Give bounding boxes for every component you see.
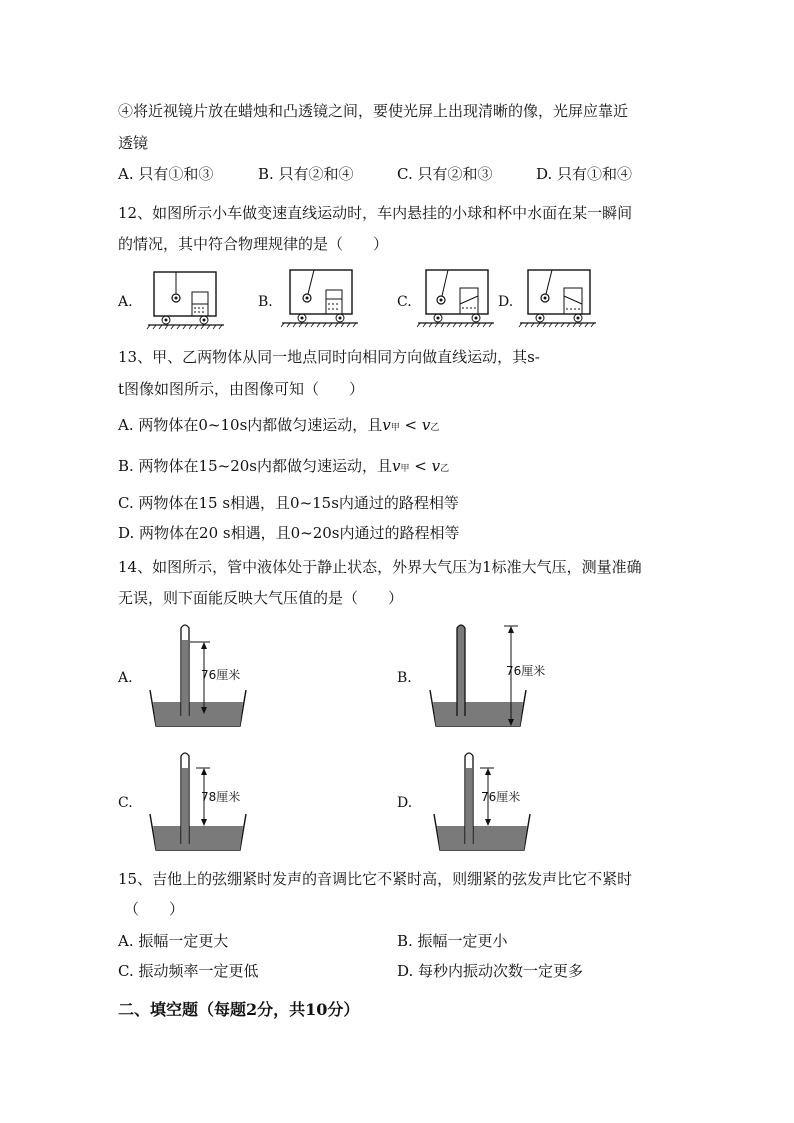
section-2-title: 二、填空题（每题2分，共10分） — [118, 1000, 360, 1019]
q13-v-jia-b: v — [392, 457, 401, 475]
q13-line2: t图像如图所示，由图像可知（ ） — [118, 380, 365, 398]
q13-option-b — [118, 459, 449, 474]
q13-v-jia-a: v — [382, 416, 391, 434]
q11-option-b: B. 只有②和④ — [258, 165, 354, 183]
q13-line1: 13、甲、乙两物体从同一地点同时向相同方向做直线运动，其s- — [118, 348, 540, 366]
q13-option-b-text: B. 两物体在15~20s内都做匀速运动，且 — [118, 457, 393, 475]
q12-label-d: D. — [498, 294, 514, 310]
q11-line2: 透镜 — [118, 134, 149, 152]
q15-option-c: C. 振动频率一定更低 — [118, 962, 259, 980]
q13-option-a-text: A. 两物体在0~10s内都做匀速运动，且 — [118, 416, 383, 434]
q12-label-c: C. — [397, 294, 412, 310]
q12-line1: 12、如图所示小车做变速直线运动时，车内悬挂的小球和杯中水面在某一瞬间 — [118, 204, 633, 222]
q13-v-yi-b: v — [431, 457, 441, 475]
q13-option-d: D. 两物体在20 s相遇，且0~20s内通过的路程相等 — [118, 524, 460, 542]
q14-label-d: D. — [397, 795, 413, 811]
q14-height-c: 78厘米 — [201, 790, 241, 804]
q13-sub-yi-a: 乙 — [430, 423, 440, 433]
q13-sub-yi-b: 乙 — [440, 464, 450, 474]
q15-line2: （ ） — [124, 900, 185, 918]
q12-line2: 的情况，其中符合物理规律的是（ ） — [118, 235, 389, 253]
q12-figure-c — [416, 268, 496, 330]
q14-label-c: C. — [118, 795, 133, 811]
q13-option-c: C. 两物体在15 s相遇，且0~15s内通过的路程相等 — [118, 494, 459, 512]
q14-height-d: 76厘米 — [481, 790, 521, 804]
q14-height-b: 76厘米 — [506, 664, 546, 678]
q13-option-a — [118, 418, 439, 433]
q14-label-a: A. — [118, 670, 133, 686]
q14-line2: 无误，则下面能反映大气压值的是（ ） — [118, 589, 404, 607]
q13-v-yi-a: v — [421, 416, 431, 434]
q15-option-d: D. 每秒内振动次数一定更多 — [397, 962, 584, 980]
q12-label-b: B. — [258, 294, 273, 310]
q12-figure-a — [146, 270, 226, 330]
q13-sub-jia-a: 甲 — [390, 423, 400, 433]
q11-line1: ④将近视镜片放在蜡烛和凸透镜之间，要使光屏上出现清晰的像，光屏应靠近 — [118, 102, 629, 120]
q11-option-c: C. 只有②和③ — [397, 165, 493, 183]
q11-option-d: D. 只有①和④ — [536, 165, 633, 183]
q13-lt-a: < — [399, 416, 422, 434]
q12-figure-d — [518, 268, 598, 330]
q11-option-a: A. 只有①和③ — [118, 165, 214, 183]
q14-line1: 14、如图所示，管中液体处于静止状态，外界大气压为1标准大气压，测量准确 — [118, 558, 642, 576]
q15-line1: 15、吉他上的弦绷紧时发声的音调比它不紧时高，则绷紧的弦发声比它不紧时 — [118, 870, 633, 888]
q14-label-b: B. — [397, 670, 412, 686]
q13-lt-b: < — [409, 457, 432, 475]
q14-height-a: 76厘米 — [201, 668, 241, 682]
q12-label-a: A. — [118, 294, 133, 310]
q13-sub-jia-b: 甲 — [400, 464, 410, 474]
q12-figure-b — [280, 268, 360, 330]
q15-option-a: A. 振幅一定更大 — [118, 932, 229, 950]
q15-option-b: B. 振幅一定更小 — [397, 932, 508, 950]
